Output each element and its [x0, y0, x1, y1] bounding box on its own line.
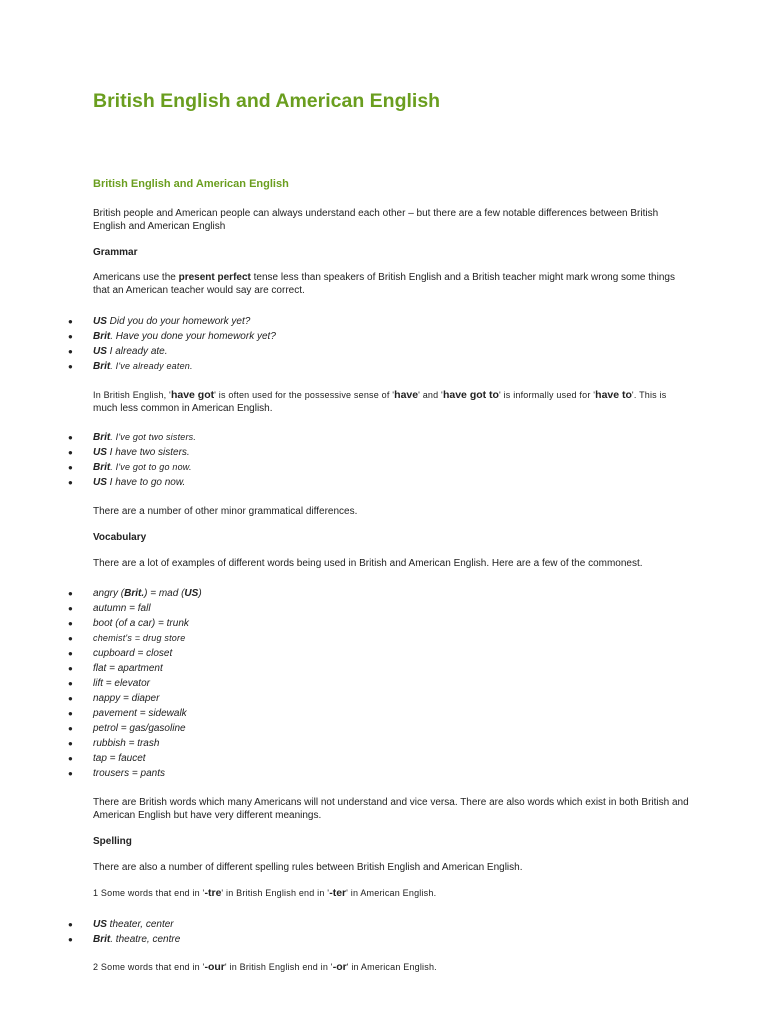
- bullet-icon: ●: [68, 634, 73, 643]
- text-run: ' in American English.: [346, 888, 437, 898]
- spelling-rule-1: [93, 887, 693, 901]
- label: Brit: [93, 331, 111, 342]
- bullet-icon: ●: [68, 332, 73, 341]
- suffix: -tre: [204, 887, 222, 899]
- bullet-icon: ●: [68, 649, 73, 658]
- text-run: ) = mad (: [144, 588, 185, 599]
- bullet-icon: ●: [68, 317, 73, 326]
- label: Brit: [93, 462, 111, 473]
- bullet-icon: ●: [68, 769, 73, 778]
- bullet-icon: ●: [68, 478, 73, 487]
- vocab-pair: flat = apartment: [93, 663, 163, 674]
- vocab-pair: nappy = diaper: [93, 693, 160, 704]
- vocabulary-paragraph-1: There are a lot of examples of different words being used in British and American English. Here are a few of the commonest.: [93, 558, 643, 569]
- label: Brit.: [124, 588, 145, 599]
- bullet-icon: ●: [68, 920, 73, 929]
- bullet-icon: ●: [68, 448, 73, 457]
- bullet-icon: ●: [68, 433, 73, 442]
- text-run: ' in British English end in ': [221, 888, 330, 898]
- bullet-icon: ●: [68, 619, 73, 628]
- text-run: In British English, ': [93, 390, 171, 400]
- vocabulary-heading: Vocabulary: [93, 532, 147, 543]
- bullet-icon: ●: [68, 935, 73, 944]
- text-run: ' and ': [418, 390, 443, 400]
- text-run: tense less than speakers of British English and a British teacher might mark wrong some things that an American teacher would say are correct.: [93, 272, 675, 296]
- bullet-icon: ●: [68, 589, 73, 598]
- vocab-pair: lift = elevator: [93, 678, 150, 689]
- suffix: -or: [332, 961, 347, 973]
- bullet-icon: ●: [68, 463, 73, 472]
- bullet-icon: ●: [68, 604, 73, 613]
- label: US: [93, 346, 107, 357]
- bullet-icon: ●: [68, 362, 73, 371]
- text-run: ' in American English.: [346, 962, 437, 972]
- text-run: ' is often used for the possessive sense of ': [214, 390, 395, 400]
- bullet-icon: ●: [68, 679, 73, 688]
- intro-paragraph: British people and American people can always understand each other – but there are a few notable differences between British English and American English: [93, 208, 659, 232]
- label: US: [93, 316, 107, 327]
- spelling-rule-2: [93, 961, 693, 975]
- vocab-pair: trousers = pants: [93, 768, 165, 779]
- spelling-heading: Spelling: [93, 836, 132, 847]
- vocab-pair: petrol = gas/gasoline: [93, 723, 186, 734]
- example-text: I have to go now.: [106, 477, 186, 488]
- grammar-paragraph-1: [93, 272, 693, 297]
- grammar-paragraph-3: There are a number of other minor grammatical differences.: [93, 506, 358, 517]
- spelling-paragraph-1: There are also a number of different spelling rules between British English and American English.: [93, 862, 523, 873]
- vocab-pair: autumn = fall: [93, 603, 151, 614]
- label: US: [93, 447, 107, 458]
- suffix: -ter: [329, 887, 347, 899]
- label: Brit: [93, 361, 111, 372]
- text-run: ' in British English end in ': [224, 962, 333, 972]
- bullet-icon: ●: [68, 754, 73, 763]
- example-text: . Have you done your homework yet?: [110, 331, 276, 342]
- bold-term: have got to: [442, 389, 499, 401]
- grammar-heading: Grammar: [93, 247, 138, 258]
- text-run: much less common in American English.: [93, 402, 273, 414]
- vocabulary-paragraph-2: There are British words which many Americans will not understand and vice versa. There are also words which exist in both British and American English but have very different meanings.: [93, 797, 689, 821]
- bullet-icon: ●: [68, 739, 73, 748]
- example-text: I already ate.: [106, 346, 168, 357]
- example-text: Did you do your homework yet?: [106, 316, 251, 327]
- text-run: Americans use the: [93, 272, 179, 283]
- label: US: [93, 477, 107, 488]
- example-text: . I've got to go now.: [110, 462, 192, 472]
- vocab-pair: tap = faucet: [93, 753, 146, 764]
- label: Brit: [93, 934, 111, 945]
- example-text: I have two sisters.: [106, 447, 190, 458]
- vocab-pair: rubbish = trash: [93, 738, 160, 749]
- example-text: . I've already eaten.: [110, 361, 193, 371]
- label: Brit: [93, 432, 111, 443]
- label: US: [93, 919, 107, 930]
- example-text: . theatre, centre: [110, 934, 181, 945]
- text-run: angry (: [93, 588, 125, 599]
- bullet-icon: ●: [68, 664, 73, 673]
- text-run: '. This is: [631, 390, 667, 400]
- bullet-icon: ●: [68, 347, 73, 356]
- vocab-pair: boot (of a car) = trunk: [93, 618, 189, 629]
- vocab-pair: chemist's = drug store: [93, 633, 186, 643]
- text-run: ' is informally used for ': [498, 390, 596, 400]
- bold-term: have got: [170, 389, 215, 401]
- example-text: theater, center: [106, 919, 174, 930]
- text-run: 1 Some words that end in ': [93, 888, 205, 898]
- text-run: 2 Some words that end in ': [93, 962, 205, 972]
- section-subtitle: British English and American English: [93, 178, 289, 190]
- bold-term: have: [394, 389, 419, 401]
- bullet-icon: ●: [68, 709, 73, 718]
- page-title: British English and American English: [93, 90, 441, 112]
- grammar-paragraph-2: [93, 389, 693, 415]
- bullet-icon: ●: [68, 724, 73, 733]
- bullet-icon: ●: [68, 694, 73, 703]
- bold-term: have to: [595, 389, 632, 401]
- label: US: [184, 588, 199, 599]
- example-text: . I've got two sisters.: [110, 432, 197, 442]
- vocab-pair: cupboard = closet: [93, 648, 173, 659]
- suffix: -our: [204, 961, 225, 973]
- text-run: ): [198, 588, 202, 599]
- vocab-pair: pavement = sidewalk: [93, 708, 187, 719]
- bold-term: present perfect: [178, 272, 251, 283]
